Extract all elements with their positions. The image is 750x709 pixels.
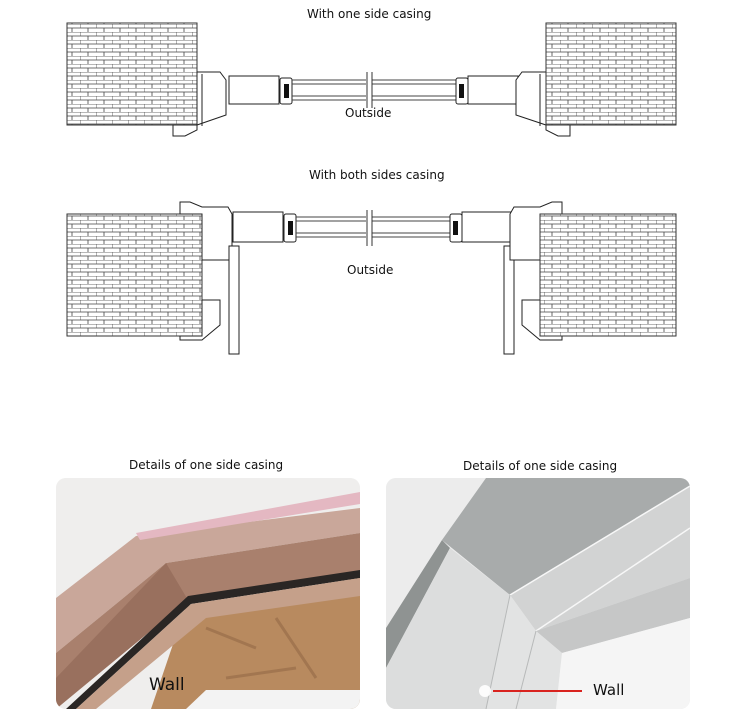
photo-caption-rose: Details of one side casing [129, 458, 284, 472]
brick-wall-left [67, 23, 197, 125]
outside-label-one-side: Outside [345, 106, 392, 120]
diagram-title-both-sides: With both sides casing [309, 168, 445, 182]
brick-wall-right [546, 23, 676, 125]
wall-label-silver: Wall [593, 681, 625, 699]
photo-caption-silver: Details of one side casing [463, 459, 618, 473]
wall-label-rose: Wall [149, 675, 185, 695]
photo-silver-casing [386, 478, 690, 709]
outside-label-both-sides: Outside [347, 263, 394, 277]
photo-rose-gold-casing [56, 478, 360, 709]
diagram-title-one-side: With one side casing [307, 7, 432, 21]
section-diagram-one-side [0, 0, 750, 160]
